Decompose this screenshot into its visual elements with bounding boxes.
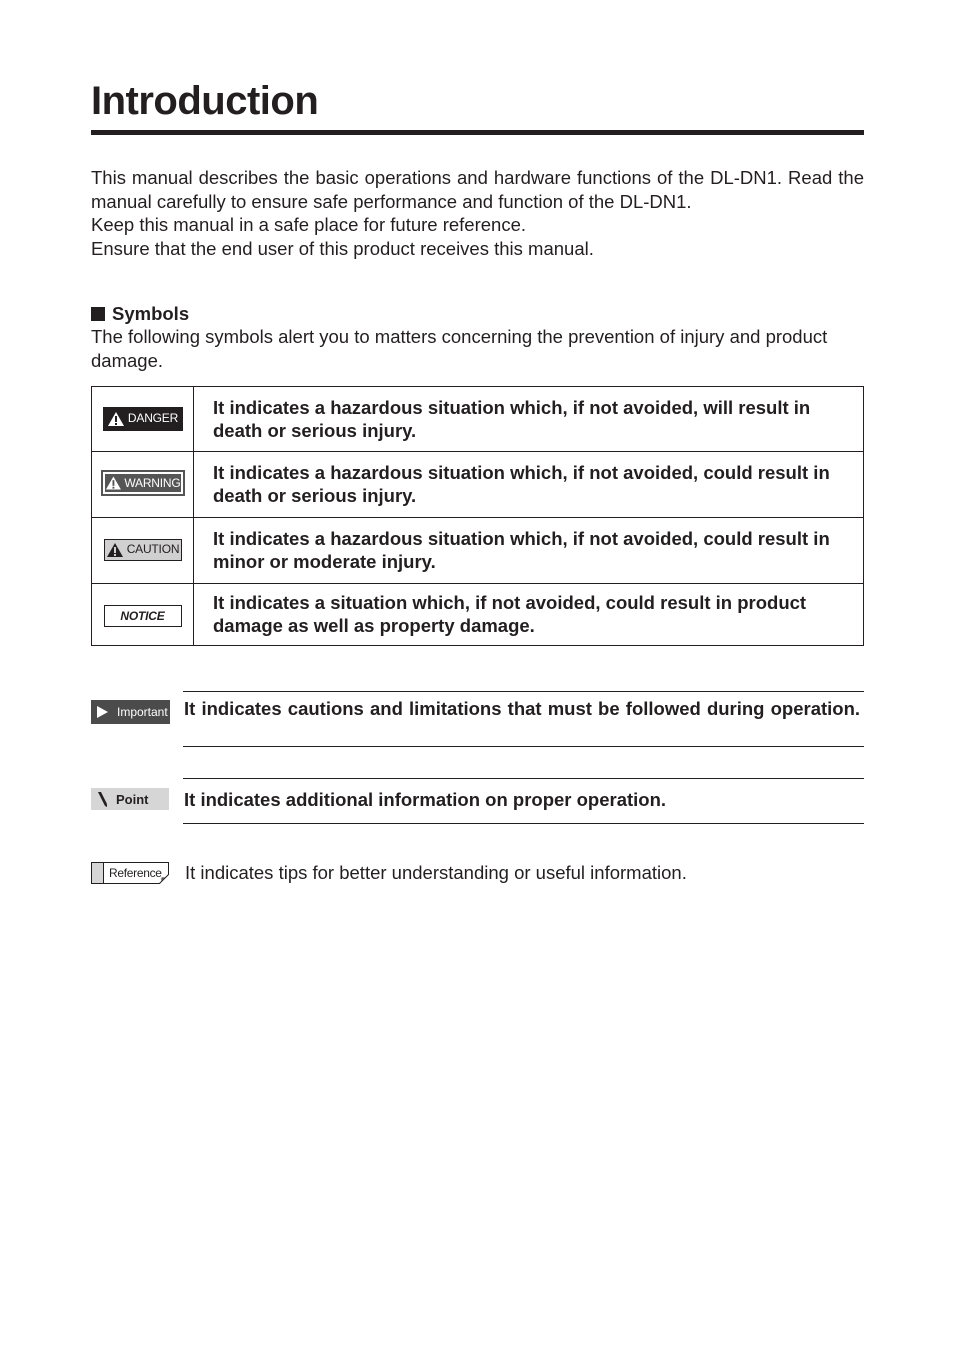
reference-note [91, 861, 864, 887]
square-bullet-icon [91, 307, 105, 321]
caution-badge [104, 539, 182, 561]
point-label: Point [116, 791, 149, 807]
reference-label: Reference [109, 866, 162, 880]
intro-line-2: Keep this manual in a safe place for future reference. [91, 214, 527, 236]
warning-description: It indicates a hazardous situation which, if not avoided, could result in death or serious injury. [194, 452, 864, 518]
arrow-right-icon [97, 706, 108, 718]
title-rule [91, 130, 864, 135]
symbols-heading-label: Symbols [112, 303, 190, 324]
notice-badge [104, 605, 182, 627]
reference-badge [91, 861, 169, 885]
symbols-heading [91, 302, 189, 325]
notice-label: NOTICE [120, 608, 165, 623]
warning-triangle-icon [106, 542, 124, 558]
caution-label: CAUTION [126, 542, 180, 556]
important-note [91, 691, 864, 747]
table-row [92, 452, 864, 518]
warning-badge [104, 473, 182, 493]
table-row [92, 584, 864, 646]
warning-triangle-icon [107, 411, 125, 427]
important-label: Important [117, 705, 168, 719]
pencil-icon [96, 791, 108, 807]
intro-line-1: This manual describes the basic operations and hardware functions of the DL-DN1. Read the manual carefully to ensure safe performance and function of the DL-DN1. [91, 167, 864, 212]
important-badge [91, 700, 170, 724]
important-text: It indicates cautions and limitations that must be followed during operation. [184, 698, 861, 719]
danger-label: DANGER [127, 411, 179, 425]
warning-triangle-icon [105, 475, 122, 491]
reference-text: It indicates tips for better understanding or useful information. [185, 862, 687, 883]
intro-line-3: Ensure that the end user of this product receives this manual. [91, 237, 594, 259]
page-corner-icon [159, 874, 169, 884]
danger-description: It indicates a hazardous situation which, if not avoided, will result in death or serious injury. [194, 387, 864, 452]
table-row [92, 387, 864, 452]
intro-paragraph [91, 166, 864, 260]
point-badge [91, 788, 169, 810]
symbols-table [91, 386, 864, 646]
symbols-description: The following symbols alert you to matters concerning the prevention of injury and product damage. [91, 326, 828, 371]
table-row [92, 518, 864, 584]
notice-description: It indicates a situation which, if not avoided, could result in product damage as well as property damage. [194, 584, 864, 646]
point-text: It indicates additional information on proper operation. [184, 789, 667, 810]
danger-badge [103, 407, 183, 431]
point-note [91, 778, 864, 824]
page-title: Introduction [91, 79, 319, 123]
warning-label: WARNING [124, 475, 181, 490]
caution-description: It indicates a hazardous situation which, if not avoided, could result in minor or moderate injury. [194, 518, 864, 584]
